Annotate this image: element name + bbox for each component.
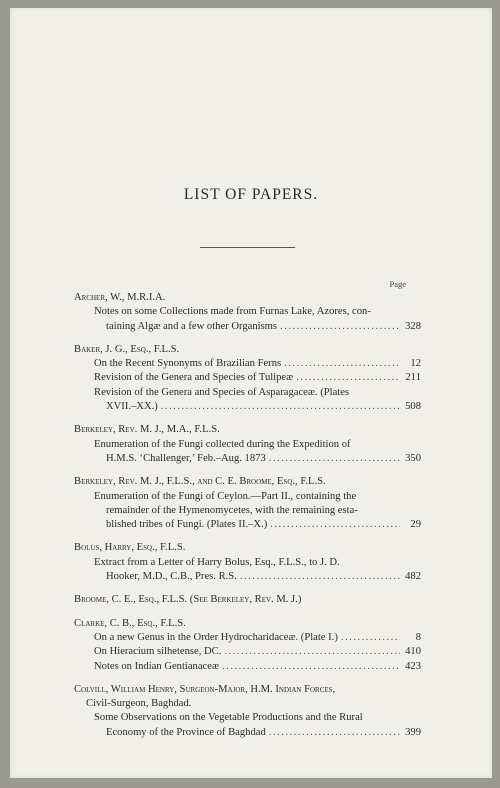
paper-title-line-last [94, 645, 421, 659]
dot-leader [341, 631, 400, 645]
paper-item [74, 490, 421, 533]
paper-title-line-last [94, 371, 421, 385]
paper-title-text: On the Recent Synonyms of Brazilian Ferns [94, 358, 282, 370]
paper-title-line-last [94, 570, 421, 584]
entry-bolus [74, 541, 421, 584]
dot-leader [240, 570, 400, 584]
paper-item [74, 645, 421, 659]
paper-title-line: Enumeration of the Fungi collected during the Expedition of [94, 438, 351, 450]
page-number: 29 [410, 519, 421, 531]
author-name: Clarke, C. B., Esq., F.L.S. [74, 617, 186, 629]
page-number: 482 [405, 571, 421, 583]
dot-leader [269, 452, 400, 466]
paper-title-line: remainder of the Hymenomycetes, with the remaining esta- [106, 504, 358, 516]
page-number: 328 [405, 320, 421, 332]
page-number: 399 [405, 726, 421, 738]
author-affiliation: Civil-Surgeon, Baghdad. [86, 698, 192, 710]
entry-colvill [74, 683, 421, 740]
paper-item [74, 305, 421, 334]
entry-clarke [74, 617, 421, 674]
paper-title-line-last [94, 660, 421, 674]
page-number: 508 [405, 401, 421, 413]
page-number: 423 [405, 660, 421, 672]
paper-item [74, 631, 421, 645]
author-name: Berkeley, Rev. M. J., F.L.S., and C. E. Broome, Esq., F.L.S. [74, 476, 326, 488]
paper-title-line: Notes on some Collections made from Furnas Lake, Azores, con- [94, 306, 371, 318]
paper-title-line-last [94, 400, 421, 414]
paper-title-text: XVII.–XX.) [106, 401, 158, 413]
dot-leader [284, 357, 400, 371]
paper-item [74, 357, 421, 371]
paper-item [74, 386, 421, 415]
paper-title-text: On a new Genus in the Order Hydrocharidaceæ. (Plate I.) [94, 631, 338, 643]
paper-title-line: Some Observations on the Vegetable Productions and the Rural [94, 712, 363, 724]
author-name: Broome, C. E., Esq., F.L.S. (See Berkeley, Rev. M. J.) [74, 594, 302, 606]
author-name: Bolus, Harry, Esq., F.L.S. [74, 542, 186, 554]
paper-title-line: Extract from a Letter of Harry Bolus, Esq., F.L.S., to J. D. [94, 556, 340, 568]
paper-title-line-last [94, 631, 421, 645]
dot-leader [269, 726, 400, 740]
entry-baker [74, 343, 421, 414]
page-number: 410 [405, 646, 421, 658]
entry-broome [74, 593, 421, 607]
page-number: 8 [415, 631, 421, 643]
paper-item [74, 371, 421, 385]
paper-title-text: On Hieracium silhetense, DC. [94, 646, 222, 658]
page-title: LIST OF PAPERS. [183, 186, 319, 203]
dot-leader [270, 518, 400, 532]
paper-title-text: H.M.S. ‘Challenger,’ Feb.–Aug. 1873 [106, 452, 266, 464]
paper-title-text: Hooker, M.D., C.B., Pres. R.S. [106, 571, 237, 583]
paper-item [74, 660, 421, 674]
paper-title-text: blished tribes of Fungi. (Plates II.–X.) [106, 519, 268, 531]
entry-berkeley-broome [74, 475, 421, 532]
entry-berkeley [74, 423, 421, 466]
author-name: Archer, W., M.R.I.A. [74, 292, 166, 303]
dot-leader [222, 660, 400, 674]
title-rule [200, 247, 295, 248]
dot-leader [161, 400, 400, 414]
paper-title-line-last [94, 357, 421, 371]
paper-title-line-last [94, 320, 421, 334]
paper-item [74, 711, 421, 740]
paper-title-line: Revision of the Genera and Species of Asparagaceæ. (Plates [94, 386, 350, 398]
document-page [10, 8, 492, 778]
entry-archer [74, 291, 421, 334]
page-number: 211 [405, 372, 421, 384]
paper-title-line-last [94, 518, 421, 532]
author-name: Colvill, William Henry, Surgeon-Major, H.M. Indian Forces, [74, 683, 336, 695]
dot-leader [280, 320, 400, 334]
author-name: Berkeley, Rev. M. J., M.A., F.L.S. [74, 424, 220, 436]
paper-title-line-last [94, 726, 421, 740]
page-number: 350 [405, 452, 421, 464]
paper-item [74, 438, 421, 467]
page-column-header: Page [389, 279, 406, 289]
paper-item [74, 556, 421, 585]
dot-leader [296, 371, 400, 385]
paper-title-line-last [94, 452, 421, 466]
page-number: 12 [410, 358, 421, 370]
papers-list [74, 291, 421, 749]
paper-title-text: Notes on Indian Gentianaceæ [94, 660, 220, 672]
dot-leader [224, 645, 400, 659]
paper-title-text: Revision of the Genera and Species of Tulipeæ [94, 372, 294, 384]
paper-title-text: taining Algæ and a few other Organisms [106, 320, 278, 332]
paper-title-line: Enumeration of the Fungi of Ceylon.—Part II., containing the [94, 490, 357, 502]
paper-title-text: Economy of the Province of Baghdad [106, 726, 266, 738]
author-name: Baker, J. G., Esq., F.L.S. [74, 343, 180, 355]
